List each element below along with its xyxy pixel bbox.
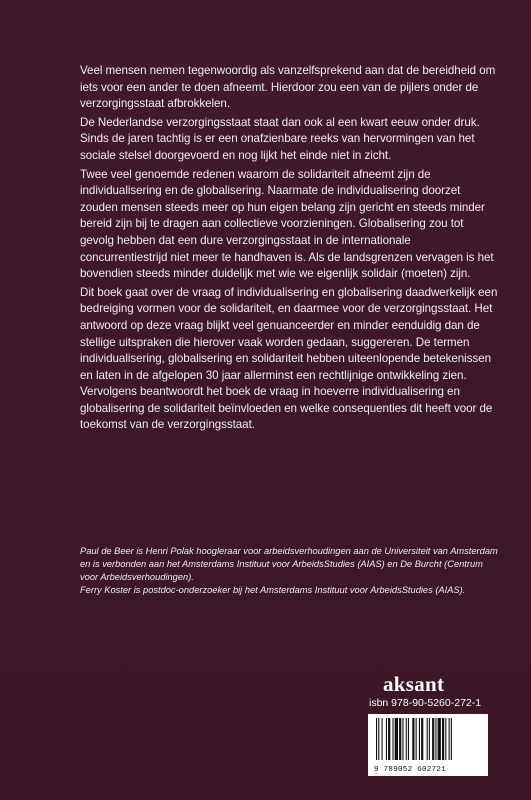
barcode xyxy=(368,714,488,776)
isbn-text: isbn 978-90-5260-272-1 xyxy=(369,697,482,709)
barcode-bar xyxy=(438,718,441,760)
barcode-bar xyxy=(427,718,428,760)
barcode-bar xyxy=(416,718,417,760)
author-bios xyxy=(80,545,500,597)
blurb-paragraph-4: Dit boek gaat over de vraag of individualisering en globalisering daadwerkelijk een bedreiging vormen voor de solidariteit, en daarmee voor de verzorgingsstaat. Het antwoord op deze vraag blijkt veel genuanceerder en minder eenduidig dan de stellige uitspraken die hierover vaak worden gedaan, suggereren. De termen individualisering, globalisering en solidariteit hebben uiteenlopende betekenissen en laten in de afgelopen 30 jaar allerminst een rechtlijnige ontwikkeling zien. Vervolgens beantwoordt het boek de vraag in hoeverre individualisering en globalisering de solidariteit beïnvloeden en welke consequenties dit heeft voor de toekomst van de verzorgingsstaat. xyxy=(80,285,498,432)
barcode-bar xyxy=(402,718,403,760)
barcode-bar xyxy=(432,718,434,760)
barcode-bar xyxy=(406,718,407,760)
barcode-bar xyxy=(442,718,444,760)
barcode-bar xyxy=(376,718,377,760)
blurb-paragraph-1: Veel mensen nemen tegenwoordig als vanzelfsprekend aan dat de bereidheid om iets voor een ander te doen afneemt. Hierdoor zou een van de pijlers onder de verzorgingsstaat afbrokkelen. xyxy=(80,64,496,111)
barcode-bar xyxy=(382,718,383,760)
barcode-bar xyxy=(419,718,420,760)
barcode-bar xyxy=(386,718,387,760)
barcode-bar xyxy=(378,718,379,760)
barcode-bar xyxy=(388,718,390,760)
barcode-bar xyxy=(429,718,430,760)
barcode-bar xyxy=(412,718,414,760)
barcode-bar xyxy=(421,718,423,760)
blurb-text xyxy=(80,63,500,436)
barcode-bar xyxy=(393,718,394,760)
blurb-paragraph-3: Twee veel genoemde redenen waarom de solidariteit afneemt zijn de individualisering en de globalisering. Naarmate de individualisering doorzet zouden mensen steeds meer op hun eigen belang zijn gericht en steeds minder bereid zijn bij te dragen aan collectieve voorzieningen. Globalisering zou tot gevolg hebben dat een dure verzorgingsstaat in de internationale concurrentiestrijd niet meer te handhaven is. Als de landsgrenzen vervagen is het bovendien steeds minder duidelijk met wie we eigenlijk solidair (moeten) zijn. xyxy=(80,167,494,281)
barcode-bar xyxy=(435,718,436,760)
barcode-bars xyxy=(368,714,488,766)
publisher-logo: aksant xyxy=(383,672,445,696)
author-bio-2: Ferry Koster is postdoc-onderzoeker bij het Amsterdams Instituut voor ArbeidsStudies (AIAS). xyxy=(80,585,466,595)
barcode-bar xyxy=(449,718,450,760)
author-bio-1: Paul de Beer is Henri Polak hoogleraar voor arbeidsverhoudingen aan de Universiteit van Amsterdam en is verbonden aan het Amsterdams Instituut voor ArbeidsStudies (AIAS) en De Burcht (Centrum voor Arbeidsverhoudingen). xyxy=(80,546,498,582)
barcode-bar xyxy=(395,718,398,760)
barcode-bar xyxy=(408,718,409,760)
blurb-paragraph-2: De Nederlandse verzorgingsstaat staat dan ook al een kwart eeuw onder druk. Sinds de jaren tachtig is er een onafzienbare reeks van hervormingen van het sociale stelsel doorgevoerd en nog lijkt het einde niet in zicht. xyxy=(80,115,480,162)
barcode-bar xyxy=(451,718,452,760)
barcode-number: 9 789052 602721 xyxy=(374,766,447,774)
barcode-bar xyxy=(399,718,401,760)
barcode-bar xyxy=(445,718,446,760)
